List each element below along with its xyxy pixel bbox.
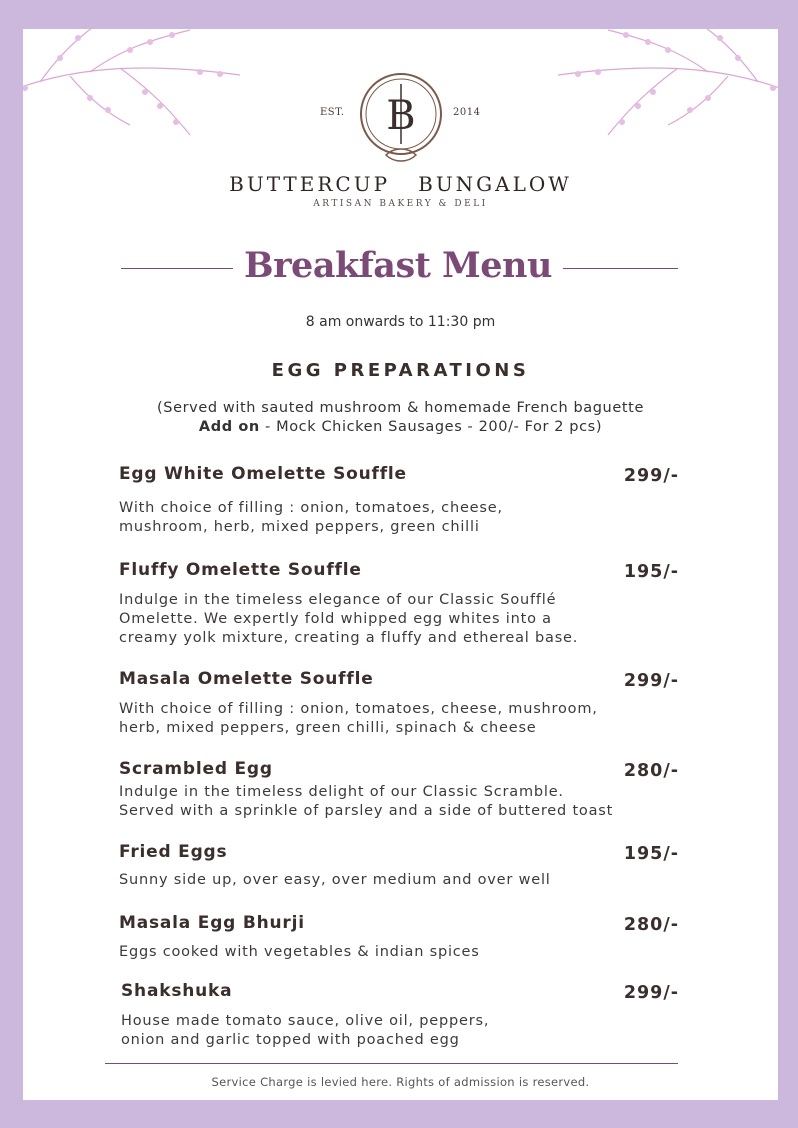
- item-description: creamy yolk mixture, creating a fluffy and ethereal base.: [119, 630, 579, 646]
- lavender-branch-left-icon: [23, 29, 260, 160]
- year-label: 2014: [453, 107, 481, 118]
- menu-title: Breakfast Menu: [244, 245, 552, 286]
- item-price: 195/-: [623, 562, 679, 582]
- item-price: 299/-: [623, 671, 679, 691]
- lavender-branch-right-icon: [538, 29, 778, 160]
- footer-note: Service Charge is levied here. Rights of admission is reserved.: [211, 1075, 590, 1089]
- addon-label: Add on: [198, 419, 260, 435]
- item-name: Egg White Omelette Souffle: [119, 464, 407, 484]
- item-name: Masala Egg Bhurji: [119, 913, 305, 933]
- item-description: Indulge in the timeless elegance of our Classic Soufflé: [119, 592, 557, 608]
- item-description: Sunny side up, over easy, over medium and over well: [119, 872, 551, 888]
- item-name: Fluffy Omelette Souffle: [119, 560, 362, 580]
- menu-item: [119, 759, 679, 821]
- item-description: Eggs cooked with vegetables & indian spices: [119, 944, 480, 960]
- item-description: With choice of filling : onion, tomatoes, cheese, mushroom,: [119, 701, 598, 717]
- menu-item: [119, 560, 679, 648]
- menu-item: [119, 981, 679, 1050]
- menu-item: [119, 913, 679, 962]
- menu-item: [119, 464, 679, 537]
- item-price: 280/-: [623, 761, 679, 781]
- item-name: Shakshuka: [121, 981, 233, 1001]
- menu-sheet: [23, 29, 778, 1100]
- brand-name: BUTTERCUP BUNGALOW: [229, 172, 572, 196]
- item-price: 299/-: [623, 983, 679, 1003]
- item-name: Scrambled Egg: [119, 759, 273, 779]
- item-name: Masala Omelette Souffle: [119, 669, 374, 689]
- item-description: herb, mixed peppers, green chilli, spinach & cheese: [119, 720, 537, 736]
- est-label: EST.: [320, 107, 345, 118]
- item-description: House made tomato sauce, olive oil, peppers,: [121, 1013, 490, 1029]
- item-description: With choice of filling : onion, tomatoes, cheese,: [119, 500, 503, 516]
- addon-text: - Mock Chicken Sausages - 200/- For 2 pcs): [259, 419, 603, 435]
- brand-tagline: ARTISAN BAKERY & DELI: [313, 199, 488, 209]
- item-description: Omelette. We expertly fold whipped egg whites into a: [119, 611, 552, 627]
- item-description: Indulge in the timeless delight of our Classic Scramble.: [119, 784, 564, 800]
- opening-hours: 8 am onwards to 11:30 pm: [305, 314, 496, 330]
- section-note: [23, 399, 778, 437]
- item-price: 195/-: [623, 844, 679, 864]
- title-divider-right: [563, 268, 678, 269]
- item-price: 299/-: [623, 466, 679, 486]
- item-price: 280/-: [623, 915, 679, 935]
- bb-monogram-logo-icon: [356, 69, 446, 169]
- note-line-2: [23, 418, 778, 437]
- menu-item: [119, 842, 679, 890]
- item-description: Served with a sprinkle of parsley and a side of buttered toast: [119, 803, 614, 819]
- title-divider-left: [121, 268, 233, 269]
- menu-item: [119, 669, 679, 738]
- footer-divider: [105, 1063, 678, 1064]
- svg-text:B: B: [386, 93, 416, 139]
- item-name: Fried Eggs: [119, 842, 228, 862]
- note-line-1: (Served with sauted mushroom & homemade French baguette: [157, 400, 644, 416]
- item-description: onion and garlic topped with poached egg: [121, 1032, 460, 1048]
- item-description: mushroom, herb, mixed peppers, green chilli: [119, 519, 480, 535]
- section-heading: EGG PREPARATIONS: [271, 360, 530, 381]
